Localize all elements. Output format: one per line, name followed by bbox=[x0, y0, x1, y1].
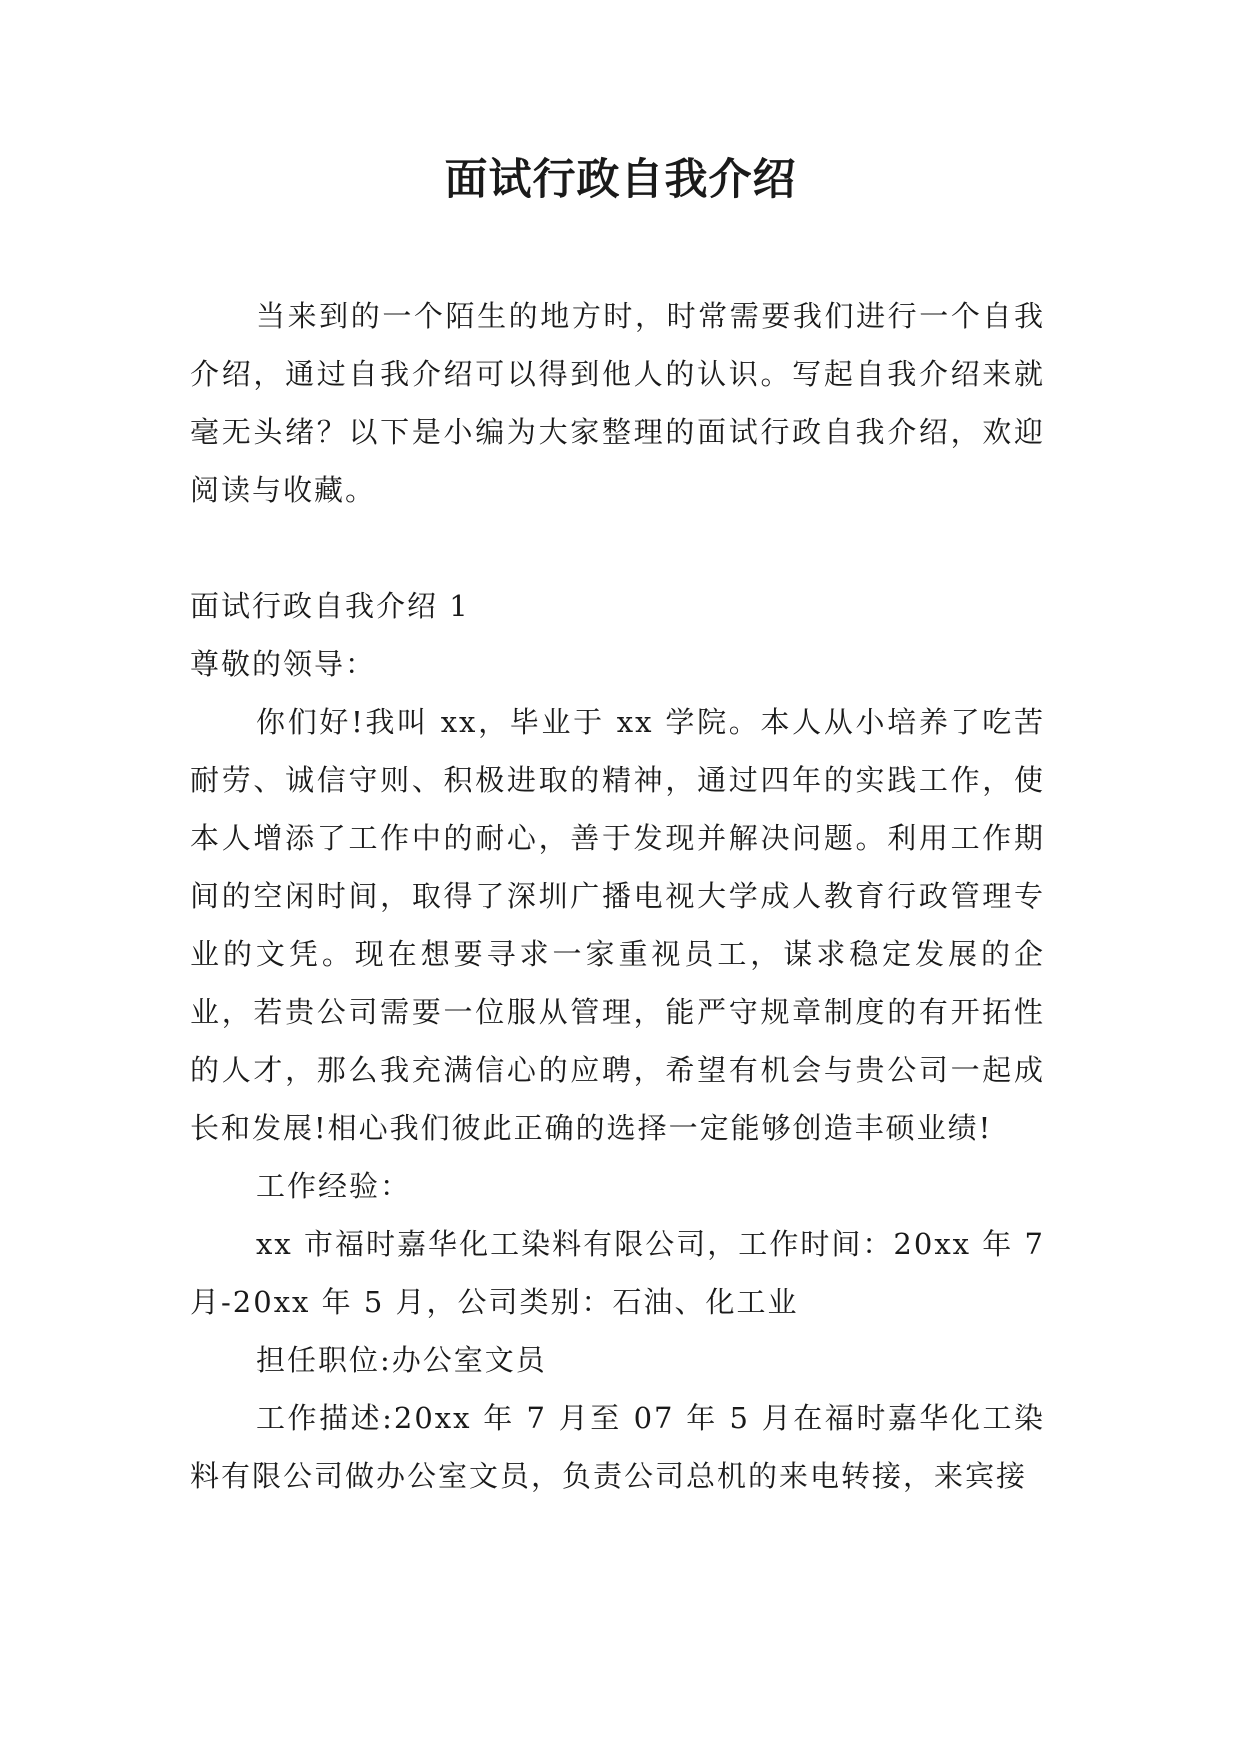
work-experience-label: 工作经验： bbox=[256, 1169, 412, 1203]
body-paragraph: 你们好!我叫 xx，毕业于 xx 学院。本人从小培养了吃苦耐劳、诚信守则、积极进取的精神，通过四年的实践工作，使本人增添了工作中的耐心，善于发现并解决问题。利用工作期间的空闲时间，取得了深圳广播电视大学成人教育行政管理专业的文凭。现在想要寻求一家重视员工，谋求稳定发展的企业，若贵公司需要一位服从管理，能严守规章制度的有开拓性的人才，那么我充满信心的应聘，希望有机会与贵公司一起成长和发展!相心我们彼此正确的选择一定能够创造丰硕业绩! bbox=[190, 705, 1045, 1145]
salutation: 尊敬的领导： bbox=[190, 647, 377, 681]
document-body bbox=[190, 287, 1045, 1505]
intro-paragraph: 当来到的一个陌生的地方时，时常需要我们进行一个自我介绍，通过自我介绍可以得到他人的认识。写起自我介绍来就毫无头绪？以下是小编为大家整理的面试行政自我介绍，欢迎阅读与收藏。 bbox=[190, 299, 1045, 507]
company-line: xx 市福时嘉华化工染料有限公司，工作时间：20xx 年 7 月-20xx 年 5 月，公司类别：石油、化工业 bbox=[190, 1227, 1045, 1319]
position-line: 担任职位:办公室文员 bbox=[256, 1343, 547, 1377]
document-title: 面试行政自我介绍 bbox=[444, 155, 797, 205]
description-line: 工作描述:20xx 年 7 月至 07 年 5 月在福时嘉华化工染料有限公司做办公室文员，负责公司总机的来电转接，来宾接 bbox=[190, 1401, 1045, 1493]
section-heading: 面试行政自我介绍 1 bbox=[190, 589, 470, 623]
